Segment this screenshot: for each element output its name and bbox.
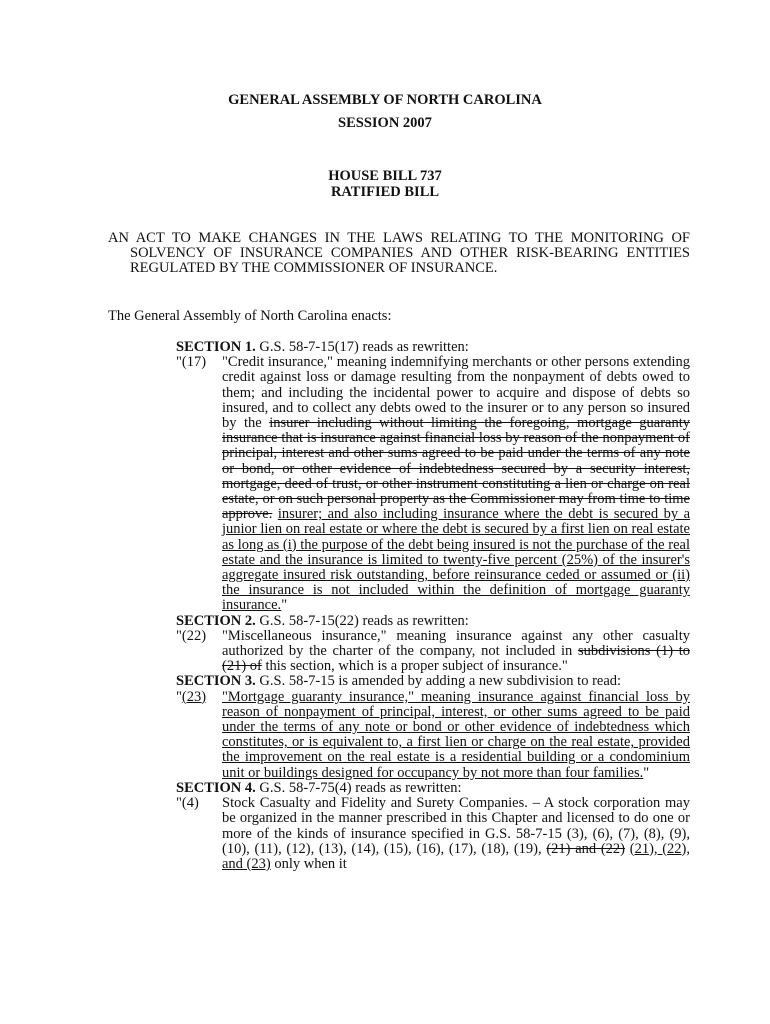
section-1-insertion: insurer; and also including insurance where the debt is secured by a junior lien on real estate or where the debt is secured by a first lien on real estate as long as (i) the purpose of the debt being insured is not the purchase of the real estate and the insurance is limited to twenty-five percent (25%) of the insurer's aggregate insured risk outstanding, before reinsurance ceded or assumed or (ii) the insurance is not included within the definition of mortgage guaranty insurance. <box>222 506 690 614</box>
subdivision-number-text: (23) <box>181 688 207 705</box>
section-1-heading <box>176 340 690 355</box>
subdivision-number: "(4) <box>176 795 199 812</box>
subdivision-number: "(17) <box>176 354 207 371</box>
section-2-subdivision <box>176 629 690 675</box>
section-1-subdivision <box>176 355 690 613</box>
section-4-deletion: (21) and (22) <box>546 840 626 857</box>
section-1-text: G.S. 58-7-15(17) reads as rewritten: <box>259 339 469 355</box>
assembly-heading: GENERAL ASSEMBLY OF NORTH CAROLINA <box>228 92 542 108</box>
section-1-deletion: insurer including without limiting the foregoing, mortgage guaranty insurance that is insurance against financial loss by reason of the nonpayment of principal, interest and other sums agreed to be paid under the terms of any note or bond, or other evidence of indebtedness secured by a security interest, mortgage, deed of trust, or other instrument constituting a lien or charge on real estate, or on such personal property as the Commissioner may from time to time approve. <box>222 415 691 523</box>
section-2-label: SECTION 2. <box>176 612 256 629</box>
section-3-label: SECTION 3. <box>176 673 256 690</box>
session-heading: SESSION 2007 <box>338 115 432 131</box>
section-3-end-quote: " <box>643 764 650 781</box>
section-3-insertion: "Mortgage guaranty insurance," meaning insurance against financial loss by reason of nonpayment of principal, interest, or other sums agreed to be paid under the terms of any note or bond or other evidence of indebtedness which constitutes, or is equivalent to, a first lien or charge on the real estate, provided the improvement on the real estate is a residential building or a condominium unit or buildings designed for occupancy by not more than four families. <box>222 688 690 781</box>
section-4-heading <box>176 781 690 796</box>
section-3-text: G.S. 58-7-15 is amended by adding a new subdivision to read: <box>259 673 622 690</box>
section-2-deletion: subdivisions (1) to (21) of <box>222 643 691 675</box>
section-2-paragraph-end: this section, which is a proper subject of insurance." <box>265 658 568 675</box>
section-2-paragraph: "Miscellaneous insurance," meaning insurance against any other casualty authorized by the charter of the company, not included in <box>222 627 690 660</box>
section-2-heading <box>176 614 690 629</box>
section-4-paragraph-end: only when it <box>274 855 347 872</box>
act-title <box>108 231 690 276</box>
bill-type: RATIFIED BILL <box>330 184 440 200</box>
subdivision-open-quote: " <box>176 688 182 705</box>
section-3-subdivision <box>176 690 690 781</box>
section-1-end-quote: " <box>281 597 288 614</box>
section-3-heading <box>176 674 690 689</box>
act-title-text: AN ACT TO MAKE CHANGES IN THE LAWS RELATING TO THE MONITORING OF SOLVENCY OF INSURANCE COMPANIES AND OTHER RISK-BEARING ENTITIES REGULATED BY THE COMMISSIONER OF INSURANCE. <box>108 230 690 276</box>
bill-body <box>176 340 690 872</box>
section-4-insertion: (21), (22), and (23) <box>222 840 691 872</box>
section-4-paragraph: Stock Casualty and Fidelity and Surety Companies. – A stock corporation may be organized in the manner prescribed in this Chapter and licensed to do one or more of the kinds of insurance specified in G.S. 58-7-15 (3), (6), (7), (8), (9), (10), (11), (12), (13), (14), (15), (16), (17), (18), (19), <box>222 795 690 857</box>
subdivision-number: "(22) <box>176 627 207 644</box>
section-4-subdivision <box>176 796 690 872</box>
section-4-label: SECTION 4. <box>176 779 256 796</box>
section-1-label: SECTION 1. <box>176 339 256 355</box>
section-4-text: G.S. 58-7-75(4) reads as rewritten: <box>259 779 462 796</box>
section-2-text: G.S. 58-7-15(22) reads as rewritten: <box>259 612 469 629</box>
section-1-paragraph: "Credit insurance," meaning indemnifying merchants or other persons extending credit against loss or damage resulting from the nonpayment of debts owed to them; and including the incidental power to acquire and dispose of debts so insured, and to collect any debts owed to the insurer or to any person so insured by the <box>222 354 690 432</box>
subdivision-number <box>176 690 206 705</box>
enacting-clause: The General Assembly of North Carolina enacts: <box>108 308 392 324</box>
bill-number: HOUSE BILL 737 <box>328 168 442 184</box>
